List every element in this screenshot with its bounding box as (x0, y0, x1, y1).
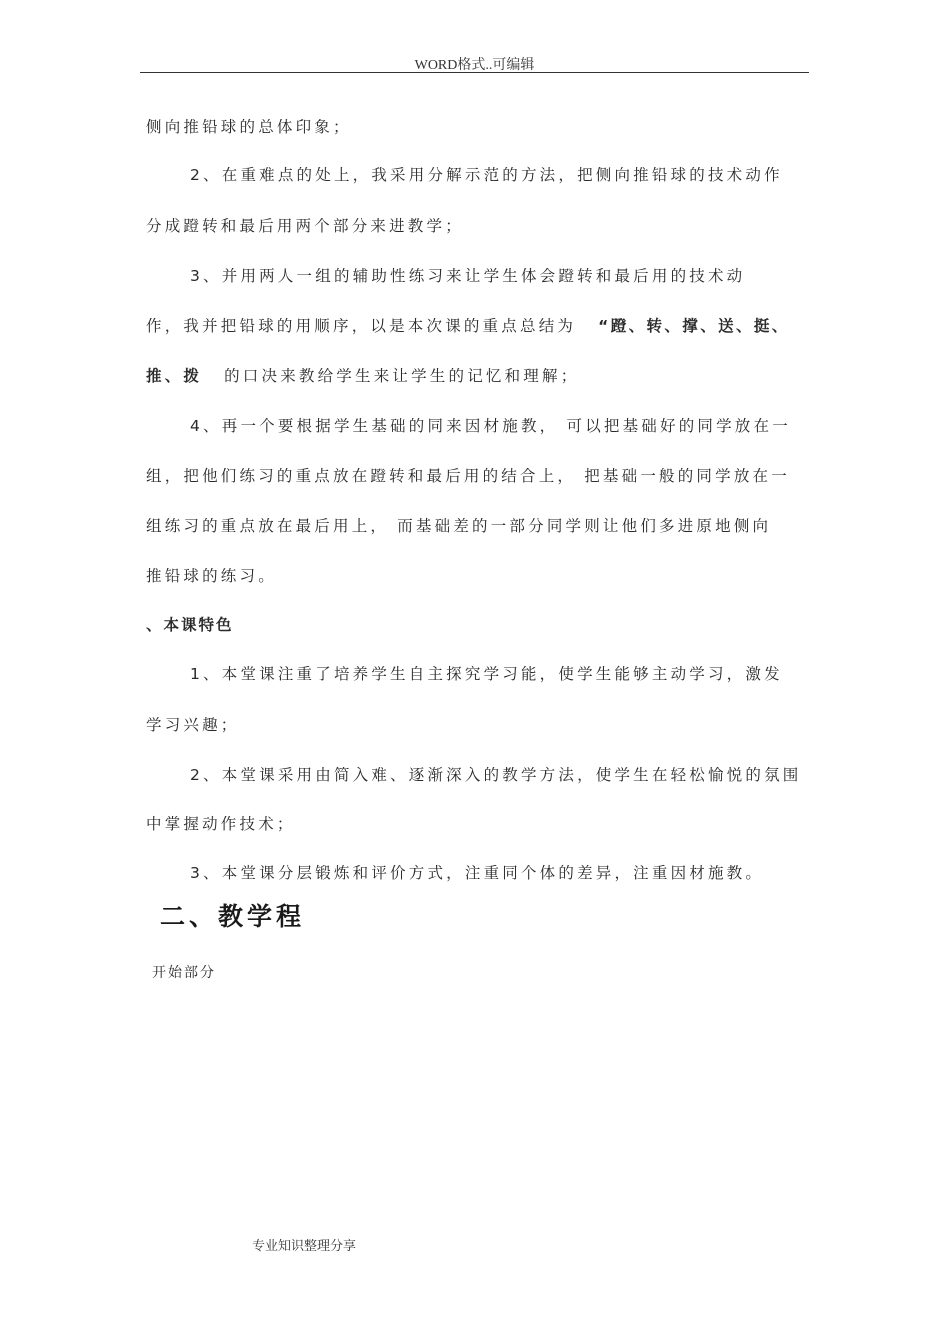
section-heading-teaching-process: 二、教学程 (160, 902, 306, 931)
body-line-6-text: 的口决来教给学生来让学生的记忆和理解； (224, 367, 580, 385)
body-line-11: 1、本堂课注重了培养学生自主探究学习能，使学生能够主动学习，激发 (190, 665, 783, 683)
body-line-12: 学习兴趣； (146, 716, 240, 734)
body-line-1: 侧向推铅球的总体印象； (146, 118, 352, 136)
body-line-15: 3、本堂课分层锻炼和评价方式，注重同个体的差异，注重因材施教。 (190, 864, 765, 882)
body-line-6-bold: 推、拨 (146, 367, 203, 385)
body-line-6 (146, 364, 579, 386)
body-line-13: 2、本堂课采用由简入难、逐渐深入的教学方法，使学生在轻松愉悦的氛围 (190, 766, 802, 784)
body-line-5-bold: “蹬、转、撑、送、挺、 (598, 317, 790, 335)
page-footer: 专业知识整理分享 (252, 1239, 357, 1254)
body-line-5 (146, 314, 790, 336)
page-header: WORD格式..可编辑 (414, 58, 535, 73)
body-line-10: 推铅球的练习。 (146, 567, 277, 585)
body-line-9: 组练习的重点放在最后用上， 而基础差的一部分同学则让他们多进原地侧向 (146, 517, 772, 535)
section-title-features: 、本课特色 (146, 616, 234, 634)
subheading-start: 开始部分 (152, 965, 216, 981)
body-line-14: 中掌握动作技术； (146, 815, 296, 833)
body-line-5-text: 作，我并把铅球的用顺序，以是本次课的重点总结为 (146, 317, 577, 335)
body-line-4: 3、并用两人一组的辅助性练习来让学生体会蹬转和最后用的技术动 (190, 267, 746, 285)
body-line-2: 2、在重难点的处上，我采用分解示范的方法，把侧向推铅球的技术动作 (190, 166, 783, 184)
header-rule (140, 72, 809, 73)
body-line-8: 组，把他们练习的重点放在蹬转和最后用的结合上， 把基础一般的同学放在一 (146, 467, 790, 485)
body-line-3: 分成蹬转和最后用两个部分来进教学； (146, 217, 464, 235)
body-line-7: 4、再一个要根据学生基础的同来因材施教， 可以把基础好的同学放在一 (190, 417, 791, 435)
